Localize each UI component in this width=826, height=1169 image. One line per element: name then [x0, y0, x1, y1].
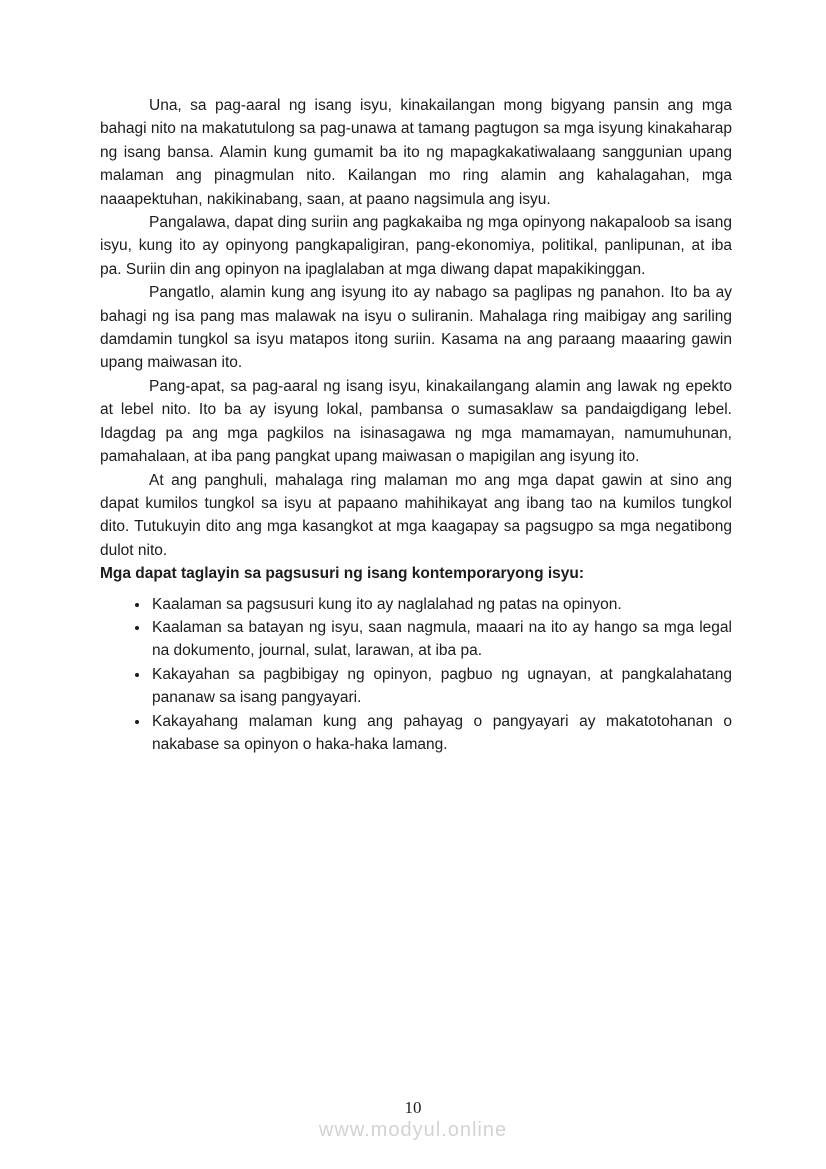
- bullet-list: [100, 593, 732, 757]
- watermark: www.modyul.online: [318, 1119, 508, 1141]
- paragraph-pang-apat: Pang-apat, sa pag-aaral ng isang isyu, kinakailangang alamin ang lawak ng epekto at lebel nito. Ito ba ay isyung lokal, pambansa o sumasaklaw sa pandaigdigang lebel. Idagdag pa ang mga pagkilos na isinasagawa ng mga mamamayan, namumuhunan, pamahalaan, at iba pang pangkat upang maiwasan o mapigilan ang isyung ito.: [100, 377, 732, 466]
- page-number: 10: [404, 1098, 422, 1117]
- paragraph-una: Una, sa pag-aaral ng isang isyu, kinakailangan mong bigyang pansin ang mga bahagi nito na makatutulong sa pag-unawa at tamang pagtugon sa mga isyung kinakaharap ng isang bansa. Alamin kung gumamit ba ito ng mapagkakatiwalaang sanggunian upang malaman ang pinagmulan nito. Kailangan mo ring alamin ang kahalagahan, mga naaapektuhan, nakikinabang, saan, at paano nagsimula ang isyu.: [100, 97, 732, 208]
- bullet-item: • Kaalaman sa pagsusuri kung ito ay naglalahad ng patas na opinyon.: [150, 593, 732, 616]
- section-heading: Mga dapat taglayin sa pagsusuri ng isang kontemporaryong isyu:: [100, 565, 585, 583]
- paragraph-pangatlo: Pangatlo, alamin kung ang isyung ito ay nabago sa paglipas ng panahon. Ito ba ay bahagi ng isa pang mas malawak na isyu o suliranin. Mahalaga ring maibigay ang sariling damdamin tungkol sa isyu matapos itong suriin. Kasama na ang paraang maaaring gawin upang maiwasan ito.: [100, 284, 732, 372]
- paragraph-panghuli: At ang panghuli, mahalaga ring malaman mo ang mga dapat gawin at sino ang dapat kumilos tungkol sa isyu at papaano mahihikayat ang ibang tao na kumilos tungkol dito. Tutukuyin dito ang mga kasangkot at mga kaagapay sa pagsugpo sa mga negatibong dulot nito.: [100, 471, 732, 559]
- document-body: [100, 94, 732, 756]
- bullet-item: • Kakayahan sa pagbibigay ng opinyon, pagbuo ng ugnayan, at pangkalahatang pananaw sa isang pangyayari.: [150, 663, 732, 710]
- bullet-item: • Kaalaman sa batayan ng isyu, saan nagmula, maaari na ito ay hango sa mga legal na dokumento, journal, sulat, larawan, at iba pa.: [150, 616, 732, 663]
- bullet-item: • Kakayahang malaman kung ang pahayag o pangyayari ay makatotohanan o nakabase sa opinyon o haka-haka lamang.: [150, 710, 732, 757]
- paragraph-pangalawa: Pangalawa, dapat ding suriin ang pagkakaiba ng mga opinyong nakapaloob sa isang isyu, kung ito ay opinyong pangkapaligiran, pang-ekonomiya, politikal, panlipunan, at iba pa. Suriin din ang opinyon na ipaglalaban at mga diwang dapat mapakikinggan.: [100, 214, 732, 278]
